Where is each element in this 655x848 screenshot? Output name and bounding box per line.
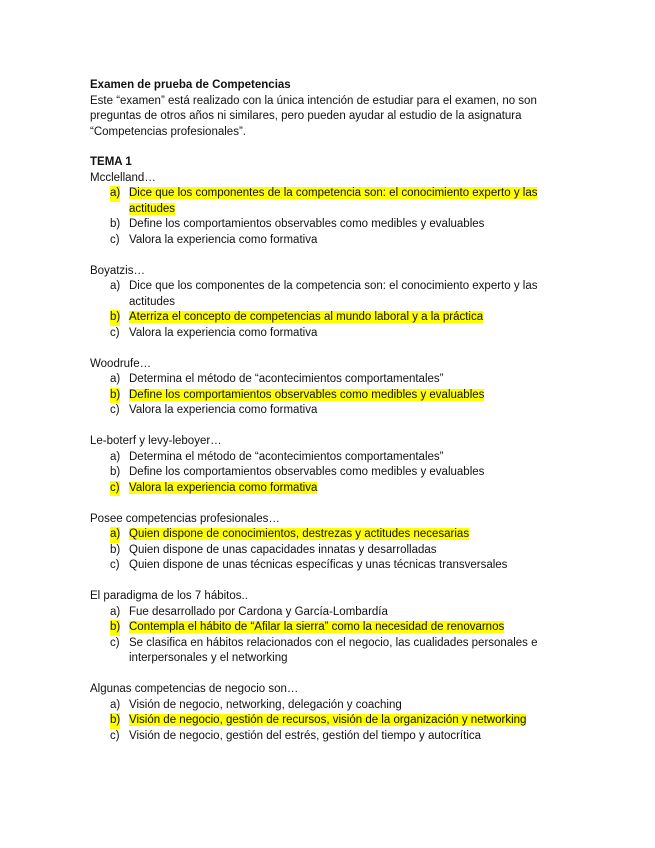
answer-option-highlighted — [90, 620, 560, 636]
option-label: a) — [110, 450, 121, 463]
answer-option — [90, 372, 560, 388]
document-page — [90, 78, 560, 760]
question-block — [90, 512, 560, 574]
option-list — [90, 698, 560, 745]
option-text: Contempla el hábito de “Afilar la sierra” como la necesidad de renovarnos — [129, 621, 505, 633]
option-label: c) — [110, 326, 120, 339]
intro-line: preguntas de otros años ni similares, pero pueden ayudar al estudio de la asignatura — [90, 110, 522, 122]
option-text: Fue desarrollado por Cardona y García-Lombardía — [129, 605, 388, 618]
question-block — [90, 264, 560, 342]
answer-option — [90, 233, 560, 249]
document-title: Examen de prueba de Competencias — [90, 79, 291, 91]
option-label: c) — [110, 729, 120, 742]
option-label: c) — [110, 636, 120, 649]
answer-option — [90, 279, 560, 310]
answer-option-highlighted — [90, 527, 560, 543]
option-list — [90, 372, 560, 419]
question-text: Mcclelland… — [90, 171, 156, 184]
option-text: Visión de negocio, gestión del estrés, gestión del tiempo y autocrítica — [129, 729, 482, 742]
answer-option — [90, 605, 560, 621]
question-text: Le-boterf y levy-leboyer… — [90, 435, 222, 447]
topic-heading: TEMA 1 — [90, 156, 132, 168]
option-label: a) — [110, 373, 121, 385]
option-text: actitudes — [129, 202, 176, 215]
option-text: Determina el método de “acontecimientos comportamentales” — [129, 450, 444, 463]
option-label: a) — [110, 698, 121, 711]
question-text: El paradigma de los 7 hábitos.. — [90, 590, 248, 602]
option-label: b) — [110, 310, 120, 326]
question-text: Woodrufe… — [90, 357, 152, 370]
question-text: Boyatzis… — [90, 264, 145, 277]
intro-line: “Competencias profesionales”. — [90, 125, 246, 138]
option-text: Valora la experiencia como formativa — [129, 481, 318, 494]
answer-option-highlighted — [90, 186, 560, 217]
option-label: b) — [110, 466, 121, 478]
option-text: Quien dispone de unas capacidades innatas y desarrolladas — [129, 543, 437, 556]
answer-option-highlighted — [90, 388, 560, 404]
option-label: b) — [110, 388, 120, 404]
option-text: Aterriza el concepto de competencias al mundo laboral y a la práctica — [129, 311, 484, 323]
answer-option-highlighted — [90, 481, 560, 497]
option-text: Visión de negocio, gestión de recursos, visión de la organización y networking — [129, 714, 527, 726]
option-text: interpersonales y el networking — [129, 652, 288, 664]
answer-option — [90, 698, 560, 714]
option-list — [90, 279, 560, 341]
question-block — [90, 357, 560, 419]
option-text: Define los comportamientos observables como medibles y evaluables — [129, 466, 485, 478]
option-text: Se clasifica en hábitos relacionados con el negocio, las cualidades personales e — [129, 636, 538, 649]
answer-option — [90, 636, 560, 667]
option-list — [90, 605, 560, 667]
option-list — [90, 527, 560, 574]
answer-option — [90, 465, 560, 481]
option-label: a) — [110, 280, 121, 292]
question-block — [90, 171, 560, 249]
answer-option — [90, 403, 560, 419]
answer-option-highlighted — [90, 713, 560, 729]
option-label: a) — [110, 186, 120, 202]
question-block — [90, 682, 560, 744]
question-text: Algunas competencias de negocio son… — [90, 683, 299, 695]
answer-option — [90, 326, 560, 342]
option-label: a) — [110, 605, 121, 618]
option-text: Define los comportamientos observables como medibles y evaluables — [129, 218, 485, 230]
option-text: Valora la experiencia como formativa — [129, 233, 318, 246]
option-label: b) — [110, 218, 121, 230]
option-text: Determina el método de “acontecimientos comportamentales” — [129, 373, 444, 385]
question-block — [90, 434, 560, 496]
option-text: Valora la experiencia como formativa — [129, 404, 318, 416]
answer-option — [90, 729, 560, 745]
option-text: Quien dispone de unas técnicas específicas y unas técnicas transversales — [129, 559, 508, 571]
option-label: b) — [110, 713, 120, 729]
option-text: actitudes — [129, 295, 176, 308]
document-intro — [90, 94, 560, 141]
answer-option — [90, 217, 560, 233]
option-label: b) — [110, 543, 121, 556]
option-label: c) — [110, 559, 120, 571]
option-text: Valora la experiencia como formativa — [129, 326, 318, 339]
option-text: Visión de negocio, networking, delegación y coaching — [129, 698, 402, 711]
option-label: c) — [110, 233, 120, 246]
answer-option-highlighted — [90, 310, 560, 326]
answer-option — [90, 543, 560, 559]
intro-line: Este “examen” está realizado con la única intención de estudiar para el examen, no son — [90, 94, 537, 107]
option-label: a) — [110, 527, 120, 543]
question-text: Posee competencias profesionales… — [90, 512, 280, 525]
option-text: Dice que los componentes de la competencia son: el conocimiento experto y las — [129, 280, 538, 292]
option-label: c) — [110, 481, 120, 497]
question-block — [90, 589, 560, 667]
answer-option — [90, 558, 560, 574]
option-list — [90, 450, 560, 497]
answer-option — [90, 450, 560, 466]
option-text: Quien dispone de conocimientos, destrezas y actitudes necesarias — [129, 528, 470, 540]
option-label: c) — [110, 404, 120, 416]
question-list — [90, 171, 560, 745]
option-text: Dice que los componentes de la competencia son: el conocimiento experto y las — [129, 187, 538, 199]
option-label: b) — [110, 620, 120, 636]
option-text: Define los comportamientos observables como medibles y evaluables — [129, 388, 485, 401]
option-list — [90, 186, 560, 248]
